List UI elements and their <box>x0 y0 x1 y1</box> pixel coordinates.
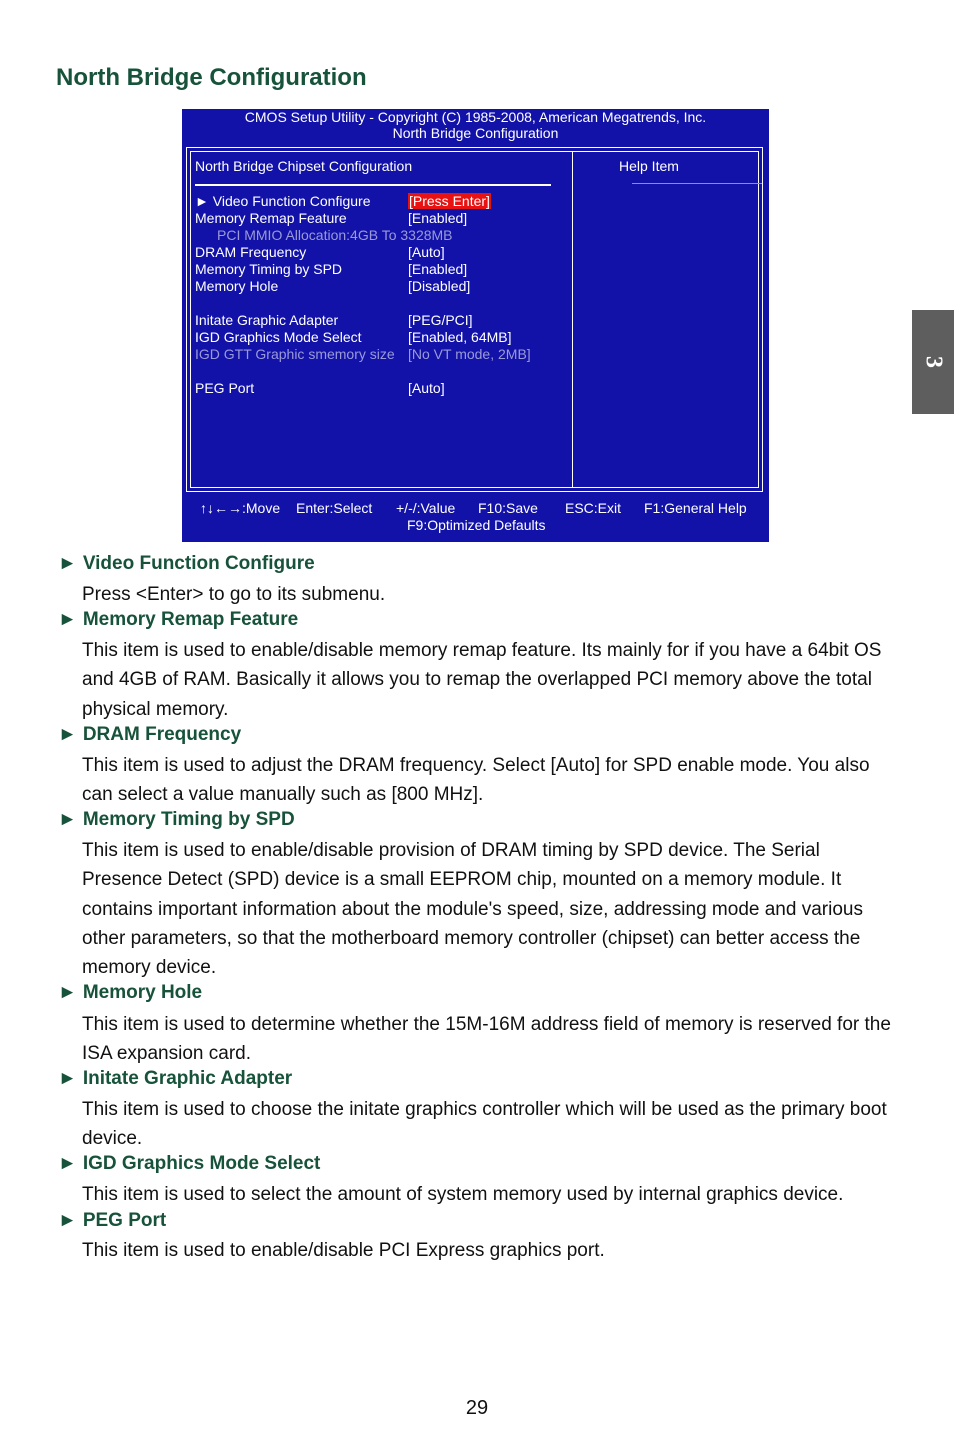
bios-item-label: IGD Graphics Mode Select <box>195 329 362 345</box>
bios-item-label: ► Video Function Configure <box>195 193 371 209</box>
bios-item-label: IGD GTT Graphic smemory size <box>195 346 395 362</box>
key-help: F1:General Help <box>644 500 747 516</box>
bios-item-memory-remap[interactable] <box>195 210 755 227</box>
key-move: ↑↓←→:Move <box>200 500 281 516</box>
triangle-bullet-icon: ► <box>58 1153 77 1174</box>
bios-item-value: [PEG/PCI] <box>408 312 473 328</box>
bios-item-value: [Disabled] <box>408 278 471 294</box>
bios-item-value: [No VT mode, 2MB] <box>408 346 531 362</box>
bios-header-title: North Bridge Configuration <box>392 125 559 141</box>
triangle-bullet-icon: ► <box>58 553 77 574</box>
bios-item-label: Memory Timing by SPD <box>195 261 343 277</box>
page-title: North Bridge Configuration <box>56 64 367 91</box>
bios-section-title: North Bridge Chipset Configuration <box>195 158 413 174</box>
bios-item-value: [Enabled] <box>408 210 468 226</box>
bios-item-label: DRAM Frequency <box>195 244 307 260</box>
triangle-bullet-icon: ► <box>58 724 77 745</box>
item-heading-memory-remap: ► Memory Remap Feature <box>58 609 299 630</box>
triangle-bullet-icon: ► <box>58 1210 77 1231</box>
key-select: Enter:Select <box>296 500 373 516</box>
triangle-bullet-icon: ► <box>58 809 77 830</box>
item-text-peg-port: This item is used to enable/disable PCI Express graphics port. <box>82 1240 605 1261</box>
bios-item-initate-graphic[interactable] <box>195 312 755 329</box>
item-heading-initate-graphic: ► Initate Graphic Adapter <box>58 1068 293 1089</box>
bios-item-pci-mmio <box>195 227 755 244</box>
bios-item-dram-frequency[interactable] <box>195 244 755 261</box>
key-defaults: F9:Optimized Defaults <box>407 517 546 533</box>
submenu-arrow-icon: ► <box>195 193 209 209</box>
item-heading-dram-frequency: ► DRAM Frequency <box>58 724 242 745</box>
bios-help-rule <box>632 183 762 184</box>
bios-key-legend <box>182 500 769 540</box>
item-text-memory-timing: This item is used to enable/disable provision of DRAM timing by SPD device. The Serial Presence Detect (SPD) device is a small EEPROM chip, mounted on a memory module. It contains important information about the module's speed, size, addressing mode and various other parameters, so that the motherboard memory controller (chipset) can better access the memory device. <box>82 840 863 979</box>
item-text-initate-graphic: This item is used to choose the initate graphics controller which will be used as the primary boot device. <box>82 1099 887 1150</box>
item-heading-memory-timing: ► Memory Timing by SPD <box>58 809 295 830</box>
bios-item-igd-mode[interactable] <box>195 329 755 346</box>
bios-help-title: Help Item <box>619 158 679 174</box>
item-text-memory-remap: This item is used to enable/disable memory remap feature. Its mainly for if you have a 64bit OS and 4GB of RAM. Basically it allows you to remap the overlapped PCI memory above the total physical memory. <box>82 640 882 720</box>
bios-item-peg-port[interactable] <box>195 380 755 397</box>
chapter-number: 3 <box>920 356 947 368</box>
bios-item-value: [Enabled] <box>408 261 468 277</box>
bios-item-memory-hole[interactable] <box>195 278 755 295</box>
bios-header-copyright: CMOS Setup Utility - Copyright (C) 1985-2008, American Megatrends, Inc. <box>244 109 707 125</box>
key-exit: ESC:Exit <box>565 500 622 516</box>
bios-item-value: [Enabled, 64MB] <box>408 329 512 345</box>
bios-section-rule <box>195 184 551 186</box>
bios-item-memory-timing[interactable] <box>195 261 755 278</box>
key-save: F10:Save <box>478 500 538 516</box>
bios-item-value: [Press Enter] <box>409 193 490 209</box>
triangle-bullet-icon: ► <box>58 609 77 630</box>
bios-item-label: Initate Graphic Adapter <box>195 312 339 328</box>
page-number: 29 <box>465 1397 489 1419</box>
item-text-igd-mode: This item is used to select the amount of system memory used by internal graphics device. <box>82 1184 844 1205</box>
item-heading-video-function: ► Video Function Configure <box>58 553 315 574</box>
triangle-bullet-icon: ► <box>58 1068 77 1089</box>
chapter-tab <box>912 310 954 414</box>
item-heading-peg-port: ► PEG Port <box>58 1210 167 1231</box>
bios-item-label: Memory Remap Feature <box>195 210 347 226</box>
bios-item-video-function[interactable] <box>195 193 755 210</box>
bios-item-value: [Auto] <box>408 380 445 396</box>
triangle-bullet-icon: ► <box>58 982 77 1003</box>
item-heading-igd-mode: ► IGD Graphics Mode Select <box>58 1153 321 1174</box>
bios-item-value: [Auto] <box>408 244 445 260</box>
bios-item-igd-gtt <box>195 346 755 363</box>
item-text-dram-frequency: This item is used to adjust the DRAM frequency. Select [Auto] for SPD enable mode. You also can select a value manually such as [800 MHz]. <box>82 755 870 806</box>
bios-item-label: PEG Port <box>195 380 255 396</box>
bios-item-label: PCI MMIO Allocation:4GB To 3328MB <box>217 227 453 243</box>
bios-item-label: Memory Hole <box>195 278 279 294</box>
item-heading-memory-hole: ► Memory Hole <box>58 982 203 1003</box>
item-text-memory-hole: This item is used to determine whether the 15M-16M address field of memory is reserved for the ISA expansion card. <box>82 1014 891 1065</box>
item-text-video-function: Press <Enter> to go to its submenu. <box>82 584 386 605</box>
key-value: +/-/:Value <box>396 500 456 516</box>
bios-screenshot <box>182 109 769 542</box>
